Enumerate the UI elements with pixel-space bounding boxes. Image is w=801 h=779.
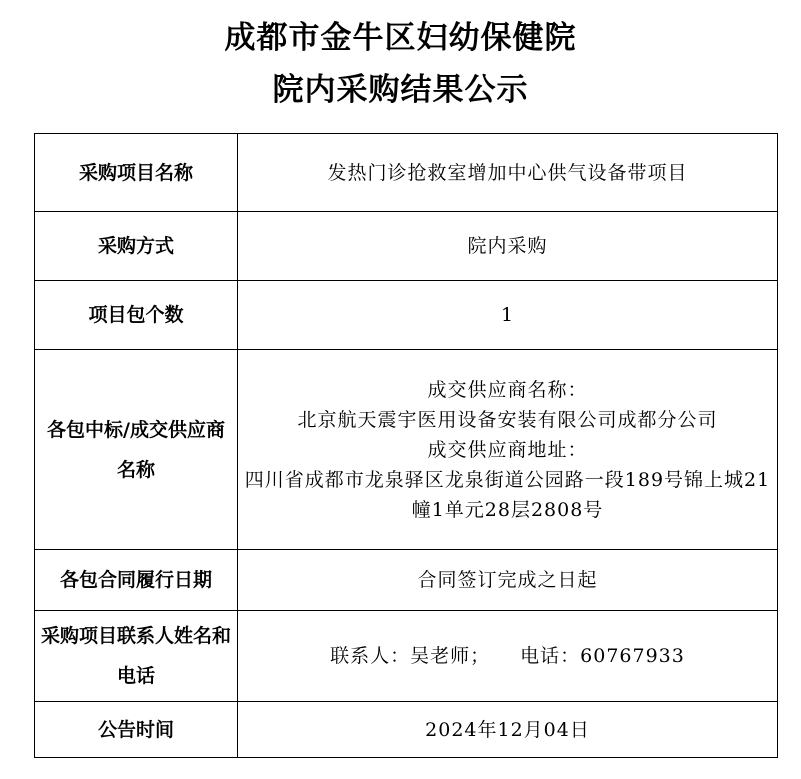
announce-time-label: 公告时间 bbox=[35, 702, 238, 758]
document-subtitle: 院内采购结果公示 bbox=[272, 72, 529, 108]
supplier-address-label: 成交供应商地址： bbox=[427, 438, 588, 461]
package-count-label: 项目包个数 bbox=[35, 281, 238, 350]
method-value: 院内采购 bbox=[238, 212, 778, 281]
supplier-label: 各包中标/成交供应商名称 bbox=[35, 350, 238, 550]
contact-value bbox=[238, 611, 778, 702]
package-count-value: 1 bbox=[238, 281, 778, 350]
table-row-package-count bbox=[35, 281, 778, 350]
contact-label: 采购项目联系人姓名和电话 bbox=[35, 611, 238, 702]
table-row-announce-time bbox=[35, 702, 778, 758]
contract-date-label: 各包合同履行日期 bbox=[35, 550, 238, 611]
procurement-result-table bbox=[34, 133, 778, 758]
project-name-label: 采购项目名称 bbox=[35, 134, 238, 212]
supplier-name-label: 成交供应商名称： bbox=[427, 378, 588, 401]
table-row-contract-date bbox=[35, 550, 778, 611]
table-row-method bbox=[35, 212, 778, 281]
contract-date-value: 合同签订完成之日起 bbox=[238, 550, 778, 611]
document-title: 成都市金牛区妇幼保健院 bbox=[224, 20, 577, 56]
supplier-address: 四川省成都市龙泉驿区龙泉街道公园路一段189号锦上城21幢1单元28层2808号 bbox=[244, 468, 771, 521]
table-row-contact bbox=[35, 611, 778, 702]
contact-person: 联系人：吴老师； bbox=[330, 645, 491, 667]
announce-time-value: 2024年12月04日 bbox=[238, 702, 778, 758]
contact-phone: 电话：60767933 bbox=[520, 645, 685, 667]
method-label: 采购方式 bbox=[35, 212, 238, 281]
table-row-project-name bbox=[35, 134, 778, 212]
table-row-supplier bbox=[35, 350, 778, 550]
project-name-value: 发热门诊抢救室增加中心供气设备带项目 bbox=[238, 134, 778, 212]
supplier-name: 北京航天震宇医用设备安装有限公司成都分公司 bbox=[297, 408, 718, 431]
supplier-value bbox=[238, 350, 778, 550]
